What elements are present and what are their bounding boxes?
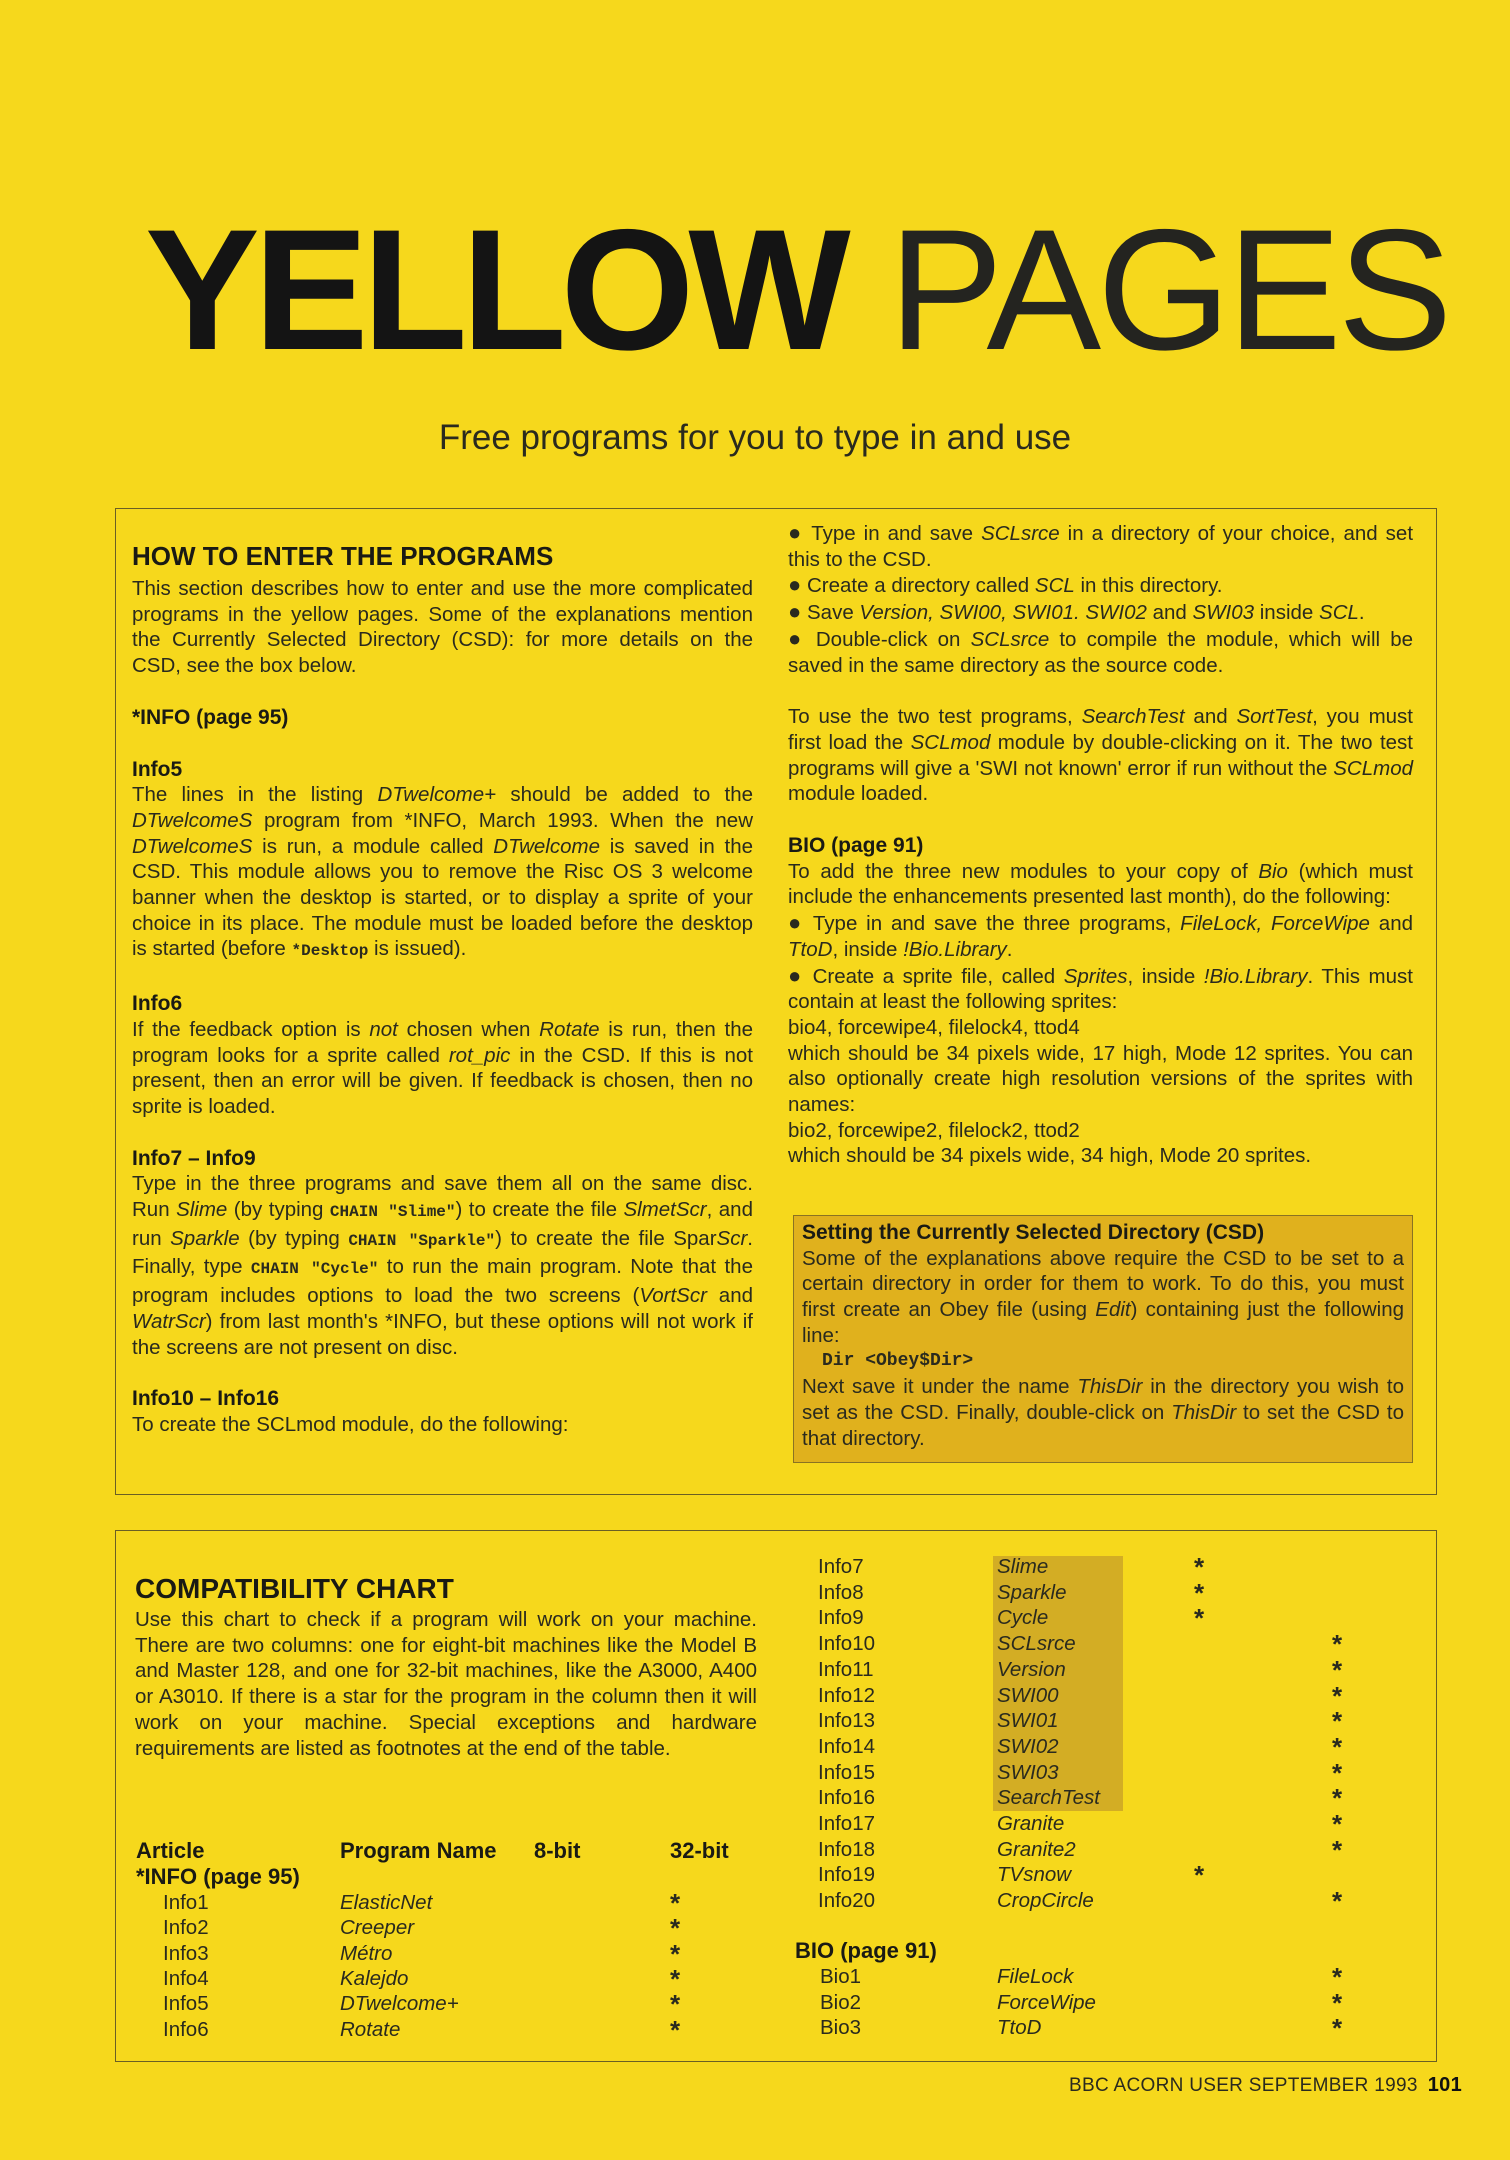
star-32bit-cell: *	[1332, 2013, 1343, 2044]
article-cell: Info3	[163, 1941, 209, 1965]
info10-16-heading: Info10 – Info16	[132, 1387, 280, 1411]
program-cell: ElasticNet	[340, 1891, 433, 1914]
info6-text: If the feedback option is not chosen when Rotate is run, then the program looks for a sprite called rot_pic in the CSD. If this is not present, then an error will be given. If feedback is chosen, then no sprite is loaded.	[132, 1017, 754, 1118]
table-row	[0, 1913, 1510, 1944]
left-column	[132, 540, 753, 1438]
program-cell: Version	[997, 1657, 1066, 1681]
info10-16-text: To create the SCLmod module, do the following:	[132, 1412, 569, 1436]
article-cell: Info19	[818, 1863, 875, 1887]
program-cell: TtoD	[997, 2016, 1042, 2040]
table-row	[0, 1860, 1510, 1891]
article-cell: Info11	[818, 1657, 874, 1681]
star-32bit-cell: *	[1332, 1962, 1343, 1992]
star-32bit-cell: *	[1332, 1886, 1343, 1917]
sclmod-step-4: ● Double-click on SCLsrce to compile the module, which will be saved in the same directory as the source code.	[788, 625, 1414, 677]
program-cell: Rotate	[340, 2017, 401, 2041]
article-cell: Info6	[163, 2017, 209, 2041]
program-cell: Cycle	[997, 1606, 1049, 1630]
star-32bit-cell: *	[1332, 1654, 1343, 1685]
subtitle: Free programs for you to type in and use	[438, 418, 1072, 457]
article-cell: Info5	[163, 1992, 209, 2016]
program-cell: Creeper	[340, 1916, 415, 1940]
table-row	[0, 1962, 1510, 1994]
sclmod-step-2: ● Create a directory called SCL in this directory.	[788, 572, 1223, 598]
howto-intro: This section describes how to enter and use the more complicated programs in the yellow pages. Some of the explanations mention the Currently Selected Directory (CSD): for more details on the CSD, see the box below.	[132, 577, 753, 678]
star-32bit-cell: *	[670, 1888, 681, 1918]
program-cell: CropCircle	[997, 1889, 1094, 1913]
star-32bit-cell: *	[670, 1938, 681, 1969]
article-cell: Info13	[818, 1709, 875, 1733]
sprite-list-1: bio4, forcewipe4, filelock4, ttod4	[788, 1015, 1080, 1039]
article-cell: Info10	[818, 1632, 875, 1656]
chart-section-info: *INFO (page 95)	[136, 1864, 300, 1889]
table-row	[0, 2013, 1510, 2045]
sclmod-step-3: ● Save Version, SWI00, SWI01. SWI02 and SWI03 inside SCL.	[788, 599, 1365, 625]
star-32bit-cell: *	[1332, 1757, 1343, 1788]
article-cell: Info2	[163, 1916, 209, 1940]
col-header-program: Program Name	[340, 1838, 497, 1863]
chart-intro: Use this chart to check if a program will work on your machine. There are two columns: one for eight-bit machines like the Model B and Master 128, and one for 32-bit machines, like the A3000, A400 or A3010. If there is a star for the program in the column then it will work on your machine. Special exceptions and hardware requirements are listed as footnotes at the end of the table.	[135, 1608, 757, 1760]
table-row	[0, 1731, 1510, 1762]
table-row	[0, 1757, 1510, 1788]
program-cell: Slime	[997, 1555, 1049, 1578]
table-row	[0, 1629, 1510, 1660]
article-cell: Info20	[818, 1889, 875, 1913]
info-section-heading: *INFO (page 95)	[132, 705, 289, 729]
article-cell: Bio1	[820, 1965, 862, 1988]
article-cell: Info15	[818, 1760, 875, 1784]
col-header-8bit: 8-bit	[534, 1838, 581, 1863]
table-row	[0, 1680, 1510, 1711]
article-cell: Info12	[818, 1683, 875, 1707]
bio-heading: BIO (page 91)	[788, 834, 924, 858]
article-cell: Info1	[163, 1891, 209, 1914]
csd-text-2: Next save it under the name ThisDir in the directory you wish to set as the CSD. Finally, double-click on ThisDir to set the CSD to that directory.	[802, 1375, 1404, 1450]
program-cell: SWI02	[997, 1734, 1059, 1758]
page-footer	[1069, 2074, 1462, 2097]
table-row	[0, 1938, 1510, 1969]
csd-info-box	[793, 1215, 1413, 1463]
article-cell: Info17	[818, 1812, 875, 1835]
info5-text: The lines in the listing DTwelcome+ should be added to the DTwelcomeS program from *INFO, March 1993. When the new DTwelcomeS is run, a module called DTwelcome is saved in the CSD. This module allows you to remove the Risc OS 3 welcome banner when the desktop is started, or to display a sprite of your choice in its place. The module must be loaded before the desktop is started (before *Desktop is issued).	[132, 783, 753, 961]
article-cell: Bio3	[820, 2016, 862, 2040]
csd-command: Dir <Obey$Dir>	[822, 1350, 974, 1371]
program-cell: Métro	[340, 1941, 393, 1965]
sprite-list-1-desc: which should be 34 pixels wide, 17 high, Mode 12 sprites. You can also optionally create high resolution versions of the sprites with names:	[788, 1041, 1413, 1117]
table-row	[0, 1987, 1510, 2020]
star-32bit-cell: *	[1332, 1706, 1343, 1737]
info6-heading: Info6	[132, 992, 183, 1016]
program-cell: DTwelcome+	[340, 1992, 459, 2016]
table-row	[0, 1603, 1510, 1634]
chart-section-bio: BIO (page 91)	[795, 1938, 937, 1963]
article-cell: Info9	[818, 1606, 864, 1630]
program-cell: SCLsrce	[997, 1632, 1076, 1656]
footer-publication: BBC ACORN USER SEPTEMBER 1993	[1069, 2075, 1418, 2096]
star-32bit-cell: *	[1332, 1680, 1343, 1711]
star-8bit-cell: *	[1194, 1603, 1205, 1634]
article-cell: Info14	[818, 1734, 875, 1758]
page-title	[145, 194, 1449, 386]
right-column	[788, 520, 1413, 1169]
csd-heading: Setting the Currently Selected Directory (CSD)	[802, 1221, 1265, 1244]
star-32bit-cell: *	[1332, 1834, 1343, 1865]
bio-intro: To add the three new modules to your copy of Bio (which must include the enhancements presented last month), do the following:	[788, 859, 1413, 909]
program-cell: Kalejdo	[340, 1966, 409, 1990]
program-cell: ForceWipe	[997, 1990, 1096, 2014]
test-programs-text: To use the two test programs, SearchTest and SortTest, you must first load the SCLmod module by double-clicking on it. The two test programs will give a 'SWI not known' error if run without the SCLmod module loaded.	[788, 705, 1413, 806]
sprite-list-2: bio2, forcewipe2, filelock2, ttod2	[788, 1118, 1080, 1142]
chart-heading: COMPATIBILITY CHART	[135, 1573, 454, 1604]
star-32bit-cell: *	[1332, 1809, 1343, 1839]
article-cell: Info4	[163, 1966, 209, 1990]
table-row	[0, 1886, 1510, 1918]
program-cell: FileLock	[997, 1965, 1074, 1988]
table-row	[0, 1834, 1510, 1865]
table-row	[0, 1706, 1510, 1737]
program-cell: Sparkle	[997, 1580, 1067, 1604]
article-cell: Info8	[818, 1580, 864, 1604]
table-row	[0, 1783, 1510, 1814]
table-row	[0, 1577, 1510, 1608]
program-cell: SWI01	[997, 1709, 1059, 1733]
col-header-article: Article	[136, 1838, 205, 1863]
star-32bit-cell: *	[670, 1913, 681, 1944]
article-cell: Info16	[818, 1786, 875, 1810]
star-32bit-cell: *	[1332, 1731, 1343, 1762]
article-cell: Info18	[818, 1837, 875, 1861]
program-cell: SearchTest	[997, 1786, 1100, 1810]
info7-9-text: Type in the three programs and save them all on the same disc. Run Slime (by typing CHAIN "Slime") to create the file SlmetScr, and run Sparkle (by typing CHAIN "Sparkle") to create the file SparScr. Finally, type CHAIN "Cycle" to run the main program. Note that the program includes options to load the two screens (VortScr and WatrScr) from last month's *INFO, but these options will not work if the screens are not present on disc.	[132, 1172, 753, 1359]
info7-9-heading: Info7 – Info9	[132, 1146, 256, 1170]
star-32bit-cell: *	[1332, 1783, 1343, 1814]
program-cell: TVsnow	[997, 1863, 1072, 1887]
program-cell: Granite2	[997, 1837, 1076, 1861]
star-32bit-cell: *	[670, 1963, 681, 1994]
star-32bit-cell: *	[670, 2014, 681, 2045]
star-8bit-cell: *	[1194, 1552, 1205, 1582]
howto-heading: HOW TO ENTER THE PROGRAMS	[132, 541, 554, 571]
star-32bit-cell: *	[670, 1989, 681, 2020]
sclmod-step-1: ● Type in and save SCLsrce in a directory of your choice, and set this to the CSD.	[788, 520, 1414, 571]
article-cell: Info7	[818, 1555, 864, 1578]
info5-heading: Info5	[132, 757, 183, 781]
program-cell: SWI03	[997, 1760, 1059, 1784]
title-bold: YELLOW	[145, 194, 845, 386]
program-cell: SWI00	[997, 1683, 1059, 1707]
star-32bit-cell: *	[1332, 1629, 1343, 1660]
csd-text-1: Some of the explanations above require the CSD to be set to a certain directory in order for them to work. To do this, you must first create an Obey file (using Edit) containing just the following line:	[802, 1246, 1404, 1347]
footer-page-number: 101	[1427, 2074, 1462, 2096]
bio-step-1: ● Type in and save the three programs, FileLock, ForceWipe and TtoD, inside !Bio.Library.	[788, 910, 1414, 961]
star-8bit-cell: *	[1194, 1860, 1205, 1891]
sprite-list-2-desc: which should be 34 pixels wide, 34 high, Mode 20 sprites.	[788, 1144, 1312, 1168]
table-row	[0, 1654, 1510, 1685]
article-cell: Bio2	[820, 1990, 862, 2014]
col-header-32bit: 32-bit	[670, 1838, 729, 1863]
table-row	[0, 1811, 1510, 1837]
bio-step-2: ● Create a sprite file, called Sprites, inside !Bio.Library. This must contain at least the following sprites:	[788, 962, 1413, 1014]
program-cell: Granite	[997, 1812, 1065, 1835]
title-light: PAGES	[888, 194, 1449, 386]
star-32bit-cell: *	[1332, 1987, 1343, 2018]
star-8bit-cell: *	[1194, 1577, 1205, 1608]
table-row	[0, 1554, 1510, 1580]
